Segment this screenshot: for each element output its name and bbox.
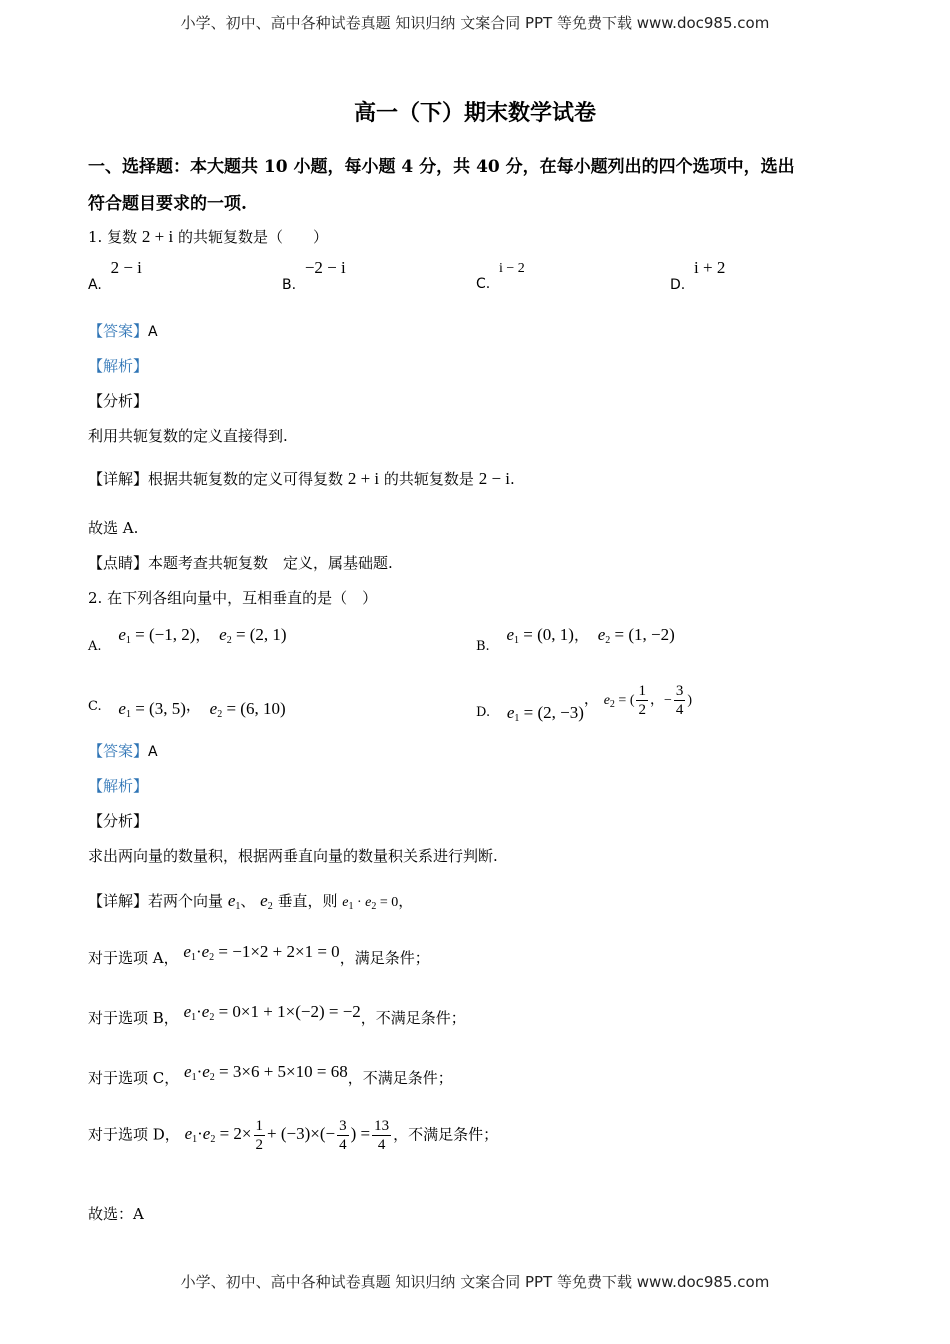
- q1-stem: 1. 复数 2 + i 的共轭复数是（ ）: [88, 227, 328, 246]
- q1-fenxi-tag: 【分析】: [88, 392, 149, 410]
- q1-detail: 【详解】根据共轭复数的定义可得复数 2 + i 的共轭复数是 2 − i.: [88, 469, 515, 488]
- q1-analysis-tag: 【解析】: [88, 357, 149, 375]
- q2-fenxi-tag: 【分析】: [88, 812, 149, 830]
- q2-conclusion: 故选：A: [88, 1205, 144, 1223]
- q1-option-a: A. 2 − i: [88, 258, 142, 293]
- q1-stem-math: 2 + i: [141, 227, 174, 246]
- q2-check-c: 对于选项 C， $e_1\cdot e_2 = 3\times 6 + 5\times 10 = 68$，不满足条件；: [88, 1062, 453, 1087]
- page-header: 小学、初中、高中各种试卷真题 知识归纳 文案合同 PPT 等免费下载 www.doc985.com: [180, 14, 770, 32]
- q1-option-c: C. i − 2: [476, 261, 525, 292]
- page-title: 高一（下）期末数学试卷: [353, 100, 596, 126]
- q2-detail: 【详解】若两个向量 $e_1$、 $e_2$ 垂直，则 $e_1 \cdot e_2 = 0$，: [88, 891, 414, 912]
- page-footer: 小学、初中、高中各种试卷真题 知识归纳 文案合同 PPT 等免费下载 www.doc985.com: [180, 1273, 770, 1291]
- q2-fenxi: 求出两向量的数量积，根据两垂直向量的数量积关系进行判断.: [88, 847, 498, 865]
- section-heading-line2: 符合题目要求的一项.: [88, 194, 247, 214]
- q2-check-a: 对于选项 A， $e_1\cdot e_2 = -1\times 2 + 2\times 1 = 0$，满足条件；: [88, 942, 430, 967]
- q2-option-a: A. $e_1 = (-1$, 2)， $e_2 = (2$, 1): [88, 625, 287, 654]
- q1-comment: 【点睛】本题考查共轭复数 定义，属基础题.: [88, 554, 393, 572]
- q1-conclusion: 故选 A.: [88, 519, 139, 537]
- q2-check-d: 对于选项 D， $e_1\cdot e_2 = 2\times$ $\frac{1}{2}$ + (−3)×(− $\frac{3}{4}$ ) = $\frac{13}{4}$ ，不满足条件；: [88, 1118, 499, 1153]
- q2-option-b: B. $e_1 = (0$, 1)， $e_2 = (1$, −2): [476, 625, 675, 654]
- q2-answer: 【答案】A: [88, 742, 158, 760]
- q1-fenxi: 利用共轭复数的定义直接得到.: [88, 427, 288, 445]
- q2-stem: 2. 在下列各组向量中，互相垂直的是（ ）: [88, 589, 378, 607]
- section-heading-line1: 一、选择题：本大题共 10 小题，每小题 4 分，共 40 分，在每小题列出的四个选项中，选出: [88, 157, 795, 177]
- q2-analysis-tag: 【解析】: [88, 777, 149, 795]
- q2-option-c: C. $e_1 = (3$, 5)， $e_2 = (6$, 10): [88, 696, 286, 720]
- q1-option-b: B. −2 − i: [282, 258, 346, 293]
- q2-check-b: 对于选项 B， $e_1\cdot e_2 = 0\times 1 + 1\times(-2) = -2$，不满足条件；: [88, 1002, 466, 1027]
- q1-answer: 【答案】A: [88, 322, 158, 340]
- q1-option-d: D. i + 2: [670, 258, 726, 293]
- q2-option-d: D. $e_1 = (2$, −3)， $e_2$ = ( $\frac{1}{2}$ ，− $\frac{3}{4}$ ): [476, 683, 693, 724]
